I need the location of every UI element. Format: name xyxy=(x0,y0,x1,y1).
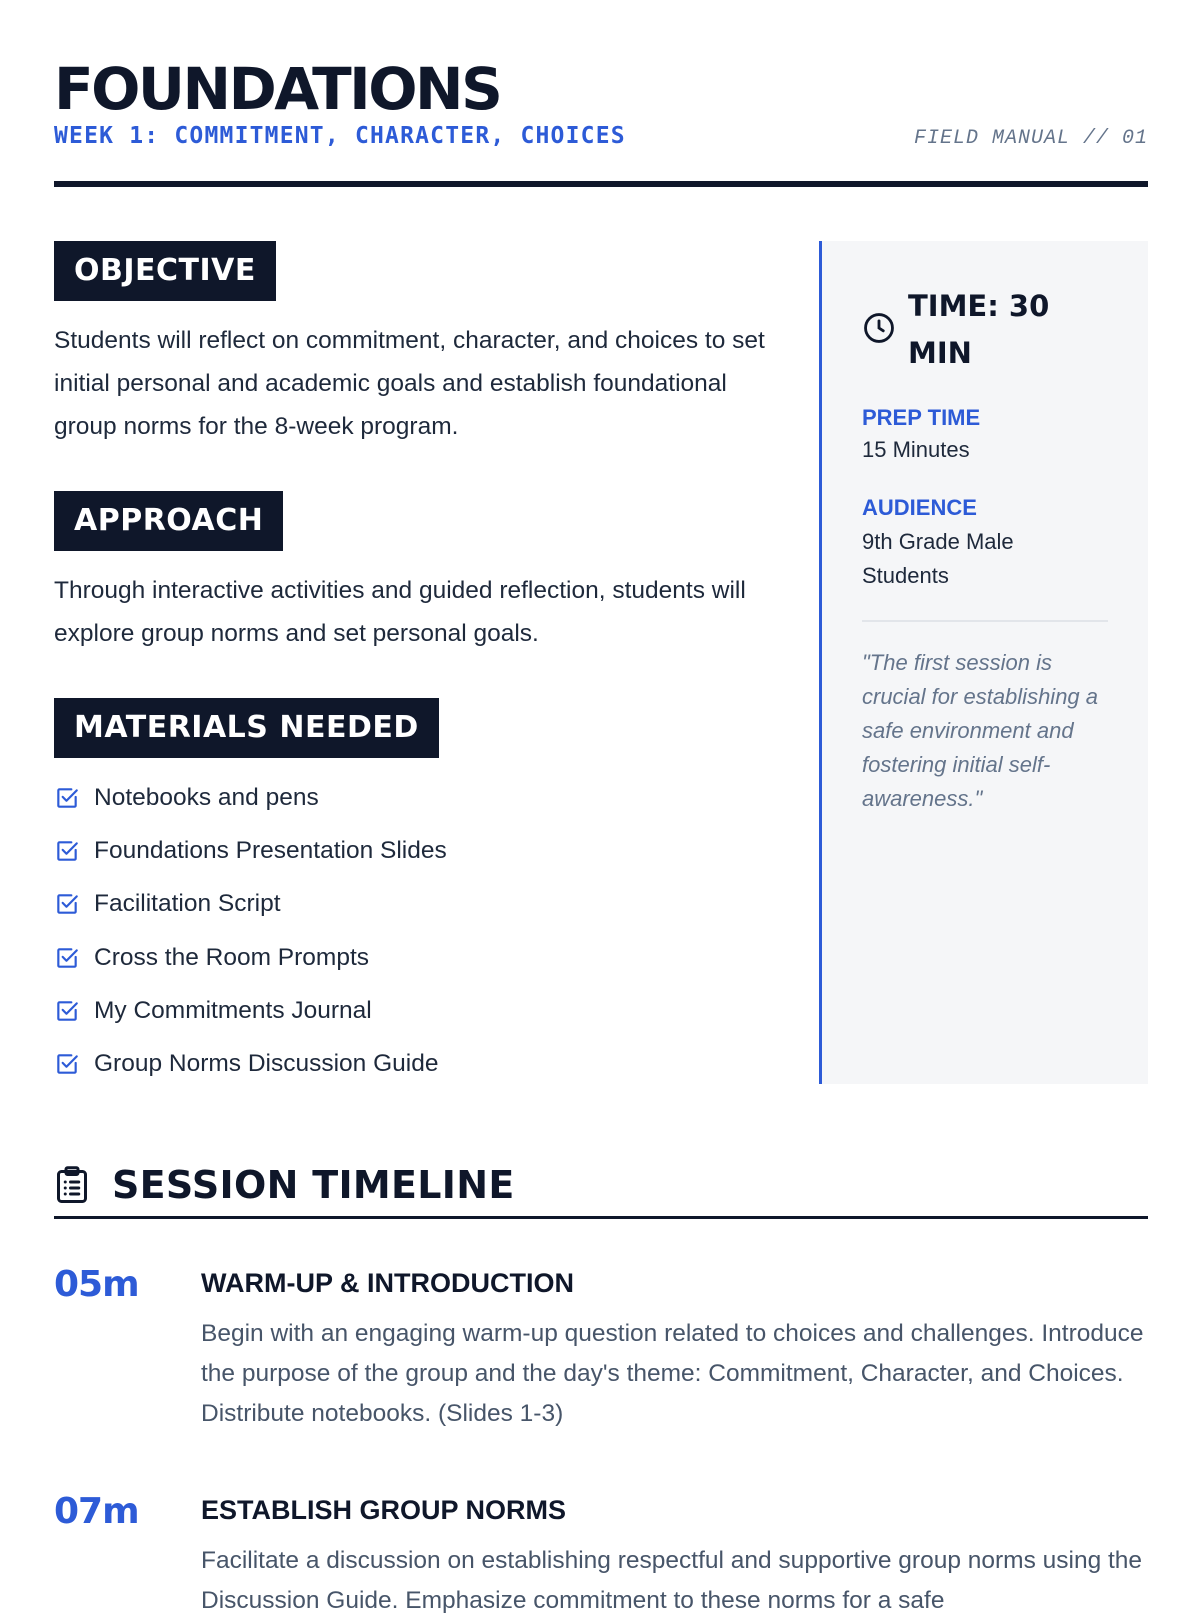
step-description: Facilitate a discussion on establishing respectful and supportive group norms using the Discussion Guide. Emphasize commitment to these norms for a safe xyxy=(201,1547,1143,1614)
session-info-sidebar xyxy=(819,241,1148,1084)
clock-icon xyxy=(862,311,896,345)
step-duration: 07m xyxy=(54,1491,139,1532)
material-label: Facilitation Script xyxy=(94,890,281,918)
session-time xyxy=(862,283,1108,377)
checkbox-checked-icon xyxy=(54,998,80,1024)
step-description: Begin with an engaging warm-up question related to choices and challenges. Introduce the purpose of the group and the day's theme: Commitment, Character, and Choices. Distribute notebooks. (Slides 1-3) xyxy=(201,1320,1144,1427)
sidebar-quote: "The first session is crucial for establishing a safe environment and fostering initial self-awareness." xyxy=(862,650,1099,811)
timeline-title: SESSION TIMELINE xyxy=(112,1163,515,1207)
page-subtitle: WEEK 1: COMMITMENT, CHARACTER, CHOICES xyxy=(54,123,626,149)
checkbox-checked-icon xyxy=(54,945,80,971)
list-item xyxy=(54,931,447,984)
list-item xyxy=(54,771,447,824)
session-time-label: TIME: 30 MIN xyxy=(908,289,1050,370)
material-label: Group Norms Discussion Guide xyxy=(94,1050,439,1078)
list-item xyxy=(54,984,447,1037)
checkbox-checked-icon xyxy=(54,785,80,811)
prep-time-label: PREP TIME xyxy=(862,405,981,430)
material-label: Foundations Presentation Slides xyxy=(94,836,447,864)
material-label: My Commitments Journal xyxy=(94,996,372,1024)
material-label: Cross the Room Prompts xyxy=(94,943,370,971)
page-title: FOUNDATIONS xyxy=(54,55,501,123)
sidebar-divider xyxy=(862,620,1108,622)
step-duration: 05m xyxy=(54,1264,139,1305)
lesson-page xyxy=(54,0,1148,1614)
audience-label: AUDIENCE xyxy=(862,495,977,520)
prep-time-value: 15 Minutes xyxy=(862,437,970,462)
manual-tag: FIELD MANUAL // 01 xyxy=(913,127,1148,150)
step-title: WARM-UP & INTRODUCTION xyxy=(201,1268,574,1298)
audience-value: 9th Grade Male Students xyxy=(862,529,1014,588)
list-item xyxy=(54,878,447,931)
checkbox-checked-icon xyxy=(54,1051,80,1077)
approach-heading: APPROACH xyxy=(54,491,283,551)
objective-text: Students will reflect on commitment, character, and choices to set initial personal and academic goals and establish foundational group norms for the 8-week program. xyxy=(54,327,765,440)
objective-heading: OBJECTIVE xyxy=(54,241,276,301)
list-item xyxy=(54,1037,447,1090)
clipboard-icon xyxy=(54,1165,90,1205)
checkbox-checked-icon xyxy=(54,838,80,864)
timeline-heading xyxy=(54,1163,515,1207)
list-item xyxy=(54,824,447,877)
materials-heading: MATERIALS NEEDED xyxy=(54,698,439,758)
step-title: ESTABLISH GROUP NORMS xyxy=(201,1495,567,1525)
approach-text: Through interactive activities and guided reflection, students will explore group norms and set personal goals. xyxy=(54,577,746,647)
materials-list xyxy=(54,771,447,1091)
header-divider xyxy=(54,181,1148,187)
checkbox-checked-icon xyxy=(54,891,80,917)
timeline-divider xyxy=(54,1216,1148,1219)
material-label: Notebooks and pens xyxy=(94,783,319,811)
